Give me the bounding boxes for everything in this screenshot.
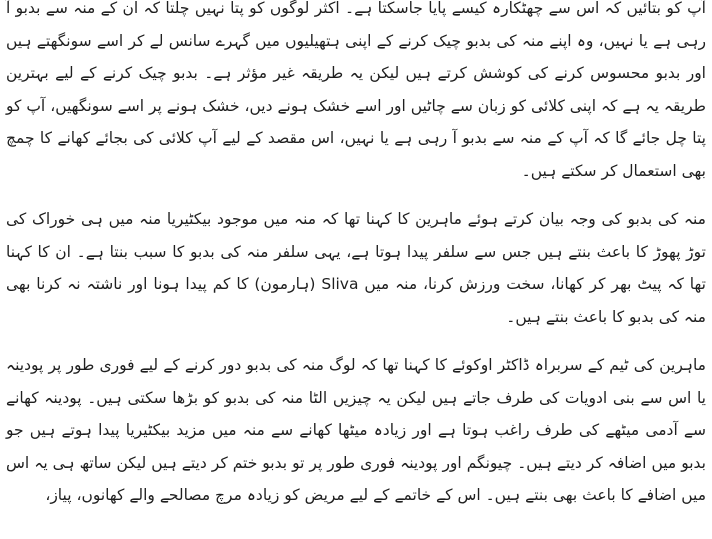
paragraph-mint-advice: ماہرین کی ٹیم کے سربراہ ڈاکٹر اوکوئے کا کہنا تھا کہ لوگ منہ کی بدبو دور کرنے کے لیے فوری طور پر پودینہ یا اس سے بنی ادویات کی طرف جاتے ہیں لیکن یہ چیزیں الٹا منہ کی بدبو کو بڑھا سکتی ہیں۔ پودینہ کھانے سے آدمی میٹھے کی طرف راغب ہوتا ہے اور زیادہ میٹھا کھانے سے منہ میں مزید بیکٹیریا پیدا ہوتے ہیں جو بدبو میں اضافہ کر دیتے ہیں۔ چیونگم اور پودینہ فوری طور پر تو بدبو ختم کر دیتے ہیں لیکن ساتھ ہی یہ اس میں اضافے کا باعث بھی بنتے ہیں۔ اس کے خاتمے کے لیے مریض کو زیادہ مرچ مصالحے والے کھانوں، پیاز، xyxy=(6,356,706,504)
paragraph-bad-breath-causes: منہ کی بدبو کی وجہ بیان کرتے ہوئے ماہرین کا کہنا تھا کہ منہ میں موجود بیکٹیریا منہ میں ہی خوراک کی توڑ پھوڑ کا باعث بنتے ہیں جس سے سلفر پیدا ہوتا ہے، یہی سلفر منہ کی بدبو کا سبب بنتا ہے۔ ان کا کہنا تھا کہ پیٹ بھر کر کھانا، سخت ورزش کرنا، منہ میں Sliva (ہارمون) کا کم پیدا ہونا اور ناشتہ نہ کرنا بھی منہ کی بدبو کا باعث بنتے ہیں۔ xyxy=(6,210,706,326)
article-body xyxy=(6,0,706,528)
paragraph-breath-check: آپ کو بتائیں کہ اس سے چھٹکارہ کیسے پایا جاسکتا ہے۔ اکثر لوگوں کو پتا نہیں چلتا کہ ان کے منہ سے بدبو آ رہی ہے یا نہیں، وہ اپنے منہ کی بدبو چیک کرنے کے اپنی ہتھیلیوں میں گہرے سانس لے کر اسے سونگھتے ہیں اور بدبو محسوس کرنے کی کوشش کرتے ہیں لیکن یہ طریقہ غیر مؤثر ہے۔ بدبو چیک کرنے کے لیے بہترین طریقہ یہ ہے کہ اپنی کلائی کو زبان سے چاٹیں اور اسے خشک ہونے دیں، خشک ہونے پر اسے سونگھیں، آپ کو پتا چل جائے گا کہ آپ کے منہ سے بدبو آ رہی ہے یا نہیں، اس مقصد کے لیے آپ کلائی کی بجائے کھانے کا چمچ بھی استعمال کر سکتے ہیں۔ xyxy=(6,0,706,180)
